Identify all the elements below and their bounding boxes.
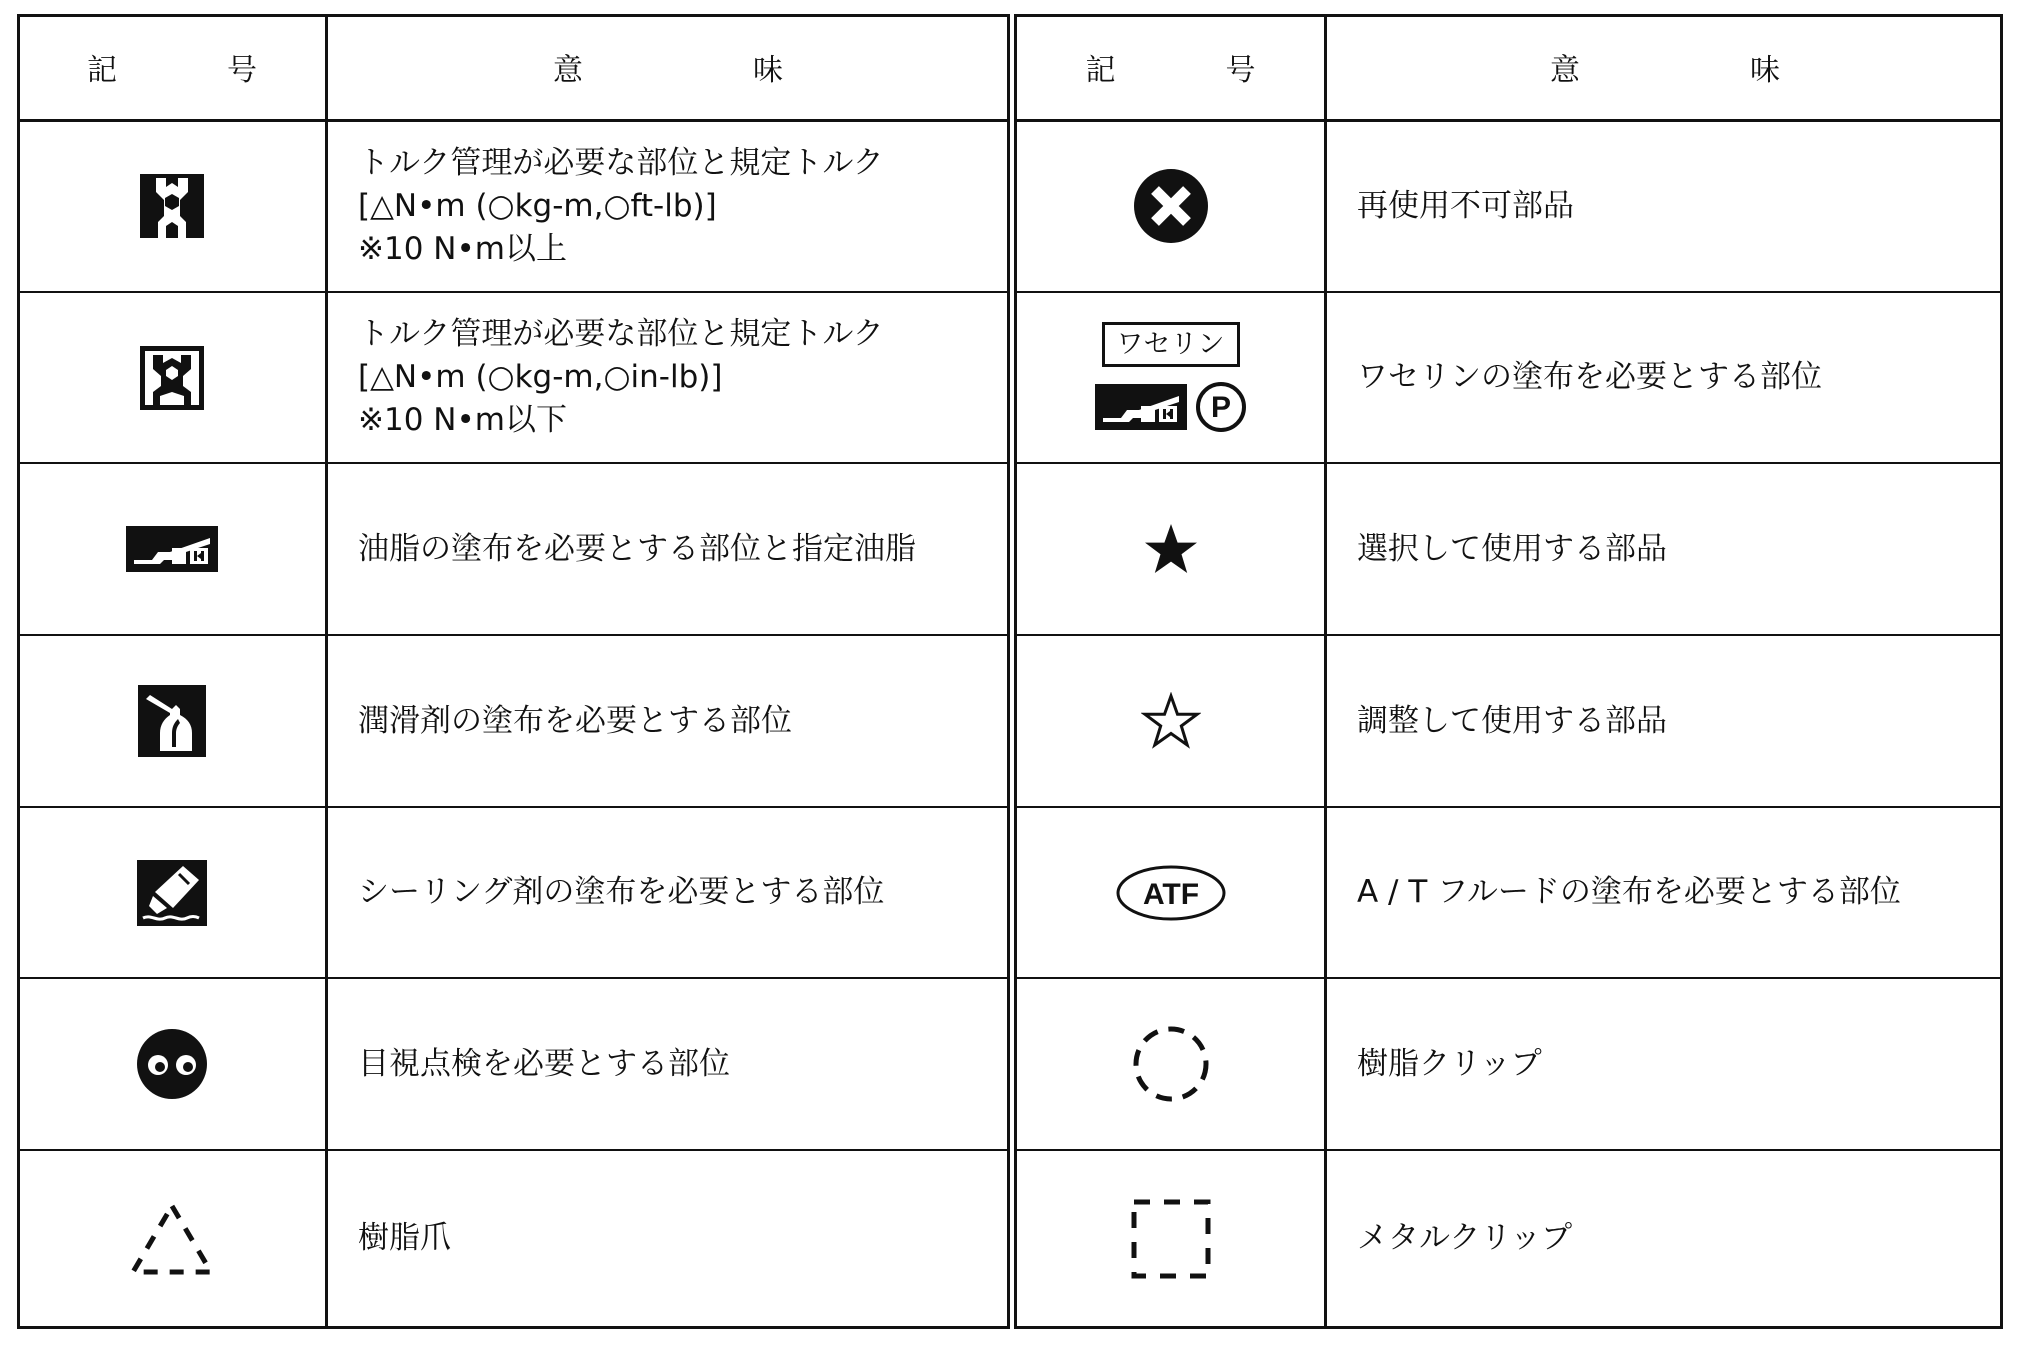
torque-wrench-down-icon — [139, 345, 205, 411]
symbol-legend-table — [17, 14, 2003, 1329]
meaning-line: [△N•m (○kg-m,○in-lb)] — [358, 359, 723, 395]
row-2-meaning — [328, 293, 1008, 462]
dashed-circle-icon — [1131, 1024, 1211, 1104]
header-char: 記 — [87, 53, 117, 88]
p-badge-icon — [1195, 381, 1247, 433]
row-7-right-meaning — [1327, 1151, 2003, 1326]
row-3-right-symbol-cell — [1017, 464, 1324, 634]
header-char: 味 — [753, 53, 783, 88]
meaning-line: 樹脂爪 — [358, 1220, 451, 1256]
filled-star-icon — [1143, 522, 1199, 576]
row-4-symbol-cell — [17, 636, 327, 806]
row-4-right-meaning — [1327, 636, 2003, 806]
row-5-symbol-cell — [17, 808, 327, 977]
meaning-line: 調整して使用する部品 — [1357, 702, 1667, 739]
meaning-line: トルク管理が必要な部位と規定トルク — [358, 144, 884, 181]
meaning-line: シーリング剤の塗布を必要とする部位 — [358, 874, 885, 910]
meaning-line: A / T フルードの塗布を必要とする部位 — [1357, 874, 1901, 910]
row-5-right-meaning — [1327, 808, 2003, 977]
row-7-meaning — [328, 1151, 1008, 1326]
row-5-meaning — [328, 808, 1008, 977]
meaning-line: ※10 N•m以下 — [358, 402, 567, 438]
row-1-right-meaning — [1327, 121, 2003, 291]
header-meaning-left — [328, 14, 1008, 120]
meaning-line: 油脂の塗布を必要とする部位と指定油脂 — [358, 530, 916, 567]
row-6-meaning — [328, 979, 1008, 1149]
sealant-tube-icon — [137, 860, 207, 926]
grease-gun-icon — [1095, 384, 1187, 430]
header-char: 号 — [1225, 53, 1256, 88]
meaning-line: ※10 N•m以上 — [358, 230, 567, 267]
row-3-symbol-cell — [17, 464, 327, 634]
center-double-divider — [1007, 14, 1017, 1329]
header-char: 意 — [1550, 53, 1580, 88]
p-badge-text: P — [1210, 391, 1231, 424]
row-1-meaning — [328, 121, 1008, 291]
header-symbol-left — [17, 14, 327, 120]
header-char: 意 — [553, 53, 583, 88]
row-3-right-meaning — [1327, 464, 2003, 634]
meaning-line: 選択して使用する部品 — [1357, 530, 1667, 567]
vaseline-label: ワセリン — [1102, 322, 1240, 367]
row-6-right-symbol-cell — [1017, 979, 1324, 1149]
row-2-right-symbol-cell — [1017, 293, 1324, 462]
row-6-right-meaning — [1327, 979, 2003, 1149]
row-4-meaning — [328, 636, 1008, 806]
row-1-right-symbol-cell — [1017, 121, 1324, 291]
torque-wrench-up-icon — [140, 174, 204, 238]
meaning-line: ワセリンの塗布を必要とする部位 — [1357, 359, 1822, 395]
row-5-right-symbol-cell — [1017, 808, 1324, 977]
row-1-symbol-cell — [17, 121, 327, 291]
header-char: 号 — [227, 53, 257, 88]
meaning-line: 潤滑剤の塗布を必要とする部位 — [358, 702, 792, 739]
meaning-line: メタルクリップ — [1357, 1220, 1573, 1256]
row-7-symbol-cell — [17, 1151, 327, 1326]
x-circle-icon — [1133, 168, 1209, 244]
eyes-icon — [136, 1028, 208, 1100]
header-symbol-right — [1017, 14, 1324, 120]
row-7-right-symbol-cell — [1017, 1151, 1324, 1326]
outline-star-icon — [1141, 692, 1201, 750]
row-4-right-symbol-cell — [1017, 636, 1324, 806]
meaning-line: 目視点検を必要とする部位 — [358, 1045, 730, 1082]
row-2-symbol-cell — [17, 293, 327, 462]
meaning-line: 樹脂クリップ — [1357, 1045, 1542, 1082]
meaning-line: [△N•m (○kg-m,○ft-lb)] — [358, 187, 717, 224]
meaning-line: トルク管理が必要な部位と規定トルク — [358, 316, 884, 352]
atf-label: ATF — [1142, 877, 1199, 911]
header-meaning-right — [1327, 14, 2003, 120]
header-char: 記 — [1085, 53, 1116, 88]
grease-gun-icon — [126, 526, 218, 572]
oil-can-icon — [138, 685, 206, 757]
dashed-triangle-icon — [129, 1202, 215, 1276]
meaning-line: 再使用不可部品 — [1357, 187, 1574, 224]
dashed-square-icon — [1131, 1199, 1211, 1279]
header-char: 味 — [1750, 53, 1780, 88]
row-3-meaning — [328, 464, 1008, 634]
atf-oval-icon — [1115, 864, 1227, 922]
row-6-symbol-cell — [17, 979, 327, 1149]
row-2-right-meaning — [1327, 293, 2003, 462]
